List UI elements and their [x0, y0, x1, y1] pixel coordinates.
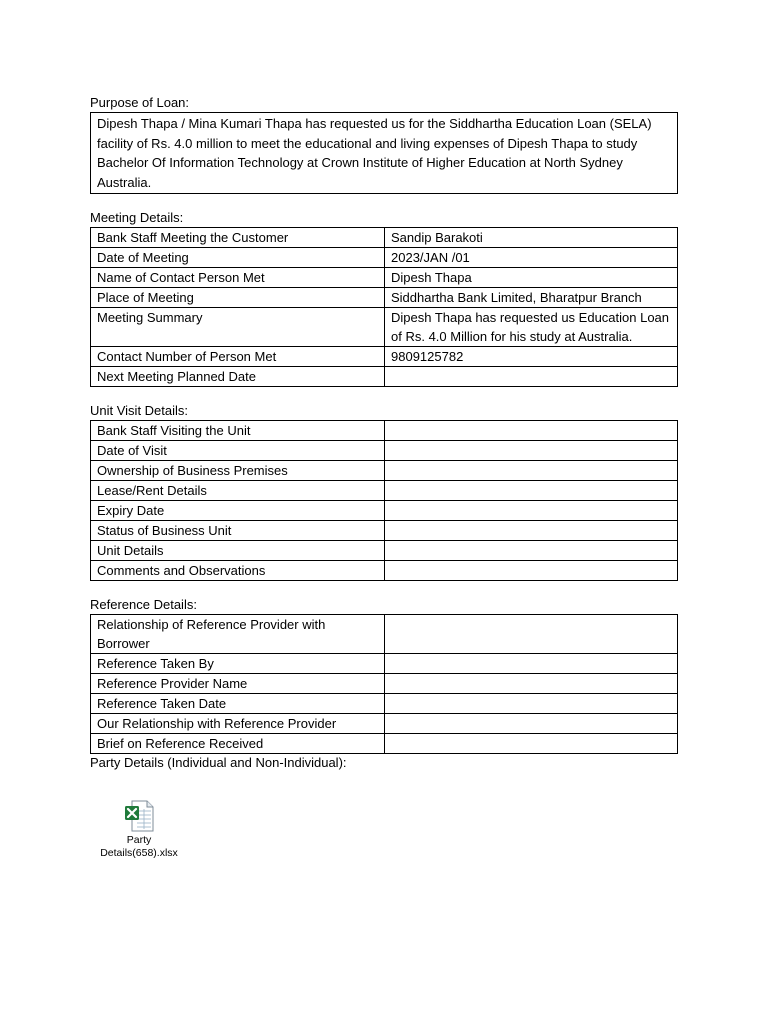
row-value	[385, 501, 678, 521]
document-page	[90, 94, 678, 772]
row-value	[385, 714, 678, 734]
table-row	[91, 421, 678, 441]
excel-file-icon	[123, 800, 155, 832]
table-row	[91, 248, 678, 268]
table-row	[91, 561, 678, 581]
row-value	[385, 734, 678, 754]
row-label: Brief on Reference Received	[91, 734, 385, 754]
row-value	[385, 561, 678, 581]
row-value	[385, 654, 678, 674]
table-row	[91, 654, 678, 674]
reference-details-title: Reference Details:	[90, 597, 197, 612]
table-row	[91, 367, 678, 387]
row-value	[385, 367, 678, 387]
party-details-title: Party Details (Individual and Non-Individual):	[90, 755, 347, 770]
table-row	[91, 521, 678, 541]
row-label: Place of Meeting	[91, 288, 385, 308]
row-label: Comments and Observations	[91, 561, 385, 581]
table-row	[91, 541, 678, 561]
row-value: Dipesh Thapa	[385, 268, 678, 288]
row-value	[385, 674, 678, 694]
row-value: 9809125782	[385, 347, 678, 367]
table-row	[91, 714, 678, 734]
table-row	[91, 228, 678, 248]
unit-visit-title: Unit Visit Details:	[90, 403, 189, 418]
row-label: Meeting Summary	[91, 308, 385, 347]
table-row	[91, 347, 678, 367]
table-row	[91, 441, 678, 461]
row-value	[385, 694, 678, 714]
attachment-name-line2: Details(658).xlsx	[100, 847, 178, 859]
row-label: Expiry Date	[91, 501, 385, 521]
row-label: Status of Business Unit	[91, 521, 385, 541]
table-row	[91, 501, 678, 521]
row-label: Unit Details	[91, 541, 385, 561]
row-label: Reference Provider Name	[91, 674, 385, 694]
party-details-attachment[interactable]	[96, 800, 182, 860]
table-row	[91, 481, 678, 501]
row-label: Relationship of Reference Provider with Borrower	[91, 615, 385, 654]
table-row	[91, 288, 678, 308]
row-value	[385, 441, 678, 461]
row-value: Sandip Barakoti	[385, 228, 678, 248]
attachment-name-line1: Party	[126, 834, 152, 846]
row-value	[385, 615, 678, 654]
purpose-text-box: Dipesh Thapa / Mina Kumari Thapa has requested us for the Siddhartha Education Loan (SELA) facility of Rs. 4.0 million to meet the educational and living expenses of Dipesh Thapa to study Bachelor Of Information Technology at Crown Institute of Higher Education at North Sydney Australia.	[90, 112, 678, 194]
row-label: Next Meeting Planned Date	[91, 367, 385, 387]
row-value	[385, 461, 678, 481]
row-label: Bank Staff Meeting the Customer	[91, 228, 385, 248]
row-value	[385, 521, 678, 541]
row-label: Reference Taken Date	[91, 694, 385, 714]
table-row	[91, 734, 678, 754]
row-value: Siddhartha Bank Limited, Bharatpur Branch	[385, 288, 678, 308]
table-row	[91, 308, 678, 347]
row-value	[385, 541, 678, 561]
row-label: Contact Number of Person Met	[91, 347, 385, 367]
unit-visit-table	[90, 420, 678, 581]
meeting-details-title: Meeting Details:	[90, 210, 184, 225]
table-row	[91, 615, 678, 654]
row-value	[385, 421, 678, 441]
table-row	[91, 268, 678, 288]
table-row	[91, 461, 678, 481]
meeting-details-table	[90, 227, 678, 387]
table-row	[91, 674, 678, 694]
row-label: Date of Visit	[91, 441, 385, 461]
row-label: Date of Meeting	[91, 248, 385, 268]
row-label: Name of Contact Person Met	[91, 268, 385, 288]
purpose-title: Purpose of Loan:	[90, 95, 190, 110]
row-label: Reference Taken By	[91, 654, 385, 674]
row-label: Our Relationship with Reference Provider	[91, 714, 385, 734]
row-value: 2023/JAN /01	[385, 248, 678, 268]
row-label: Lease/Rent Details	[91, 481, 385, 501]
row-label: Ownership of Business Premises	[91, 461, 385, 481]
reference-details-table	[90, 614, 678, 754]
row-value: Dipesh Thapa has requested us Education Loan of Rs. 4.0 Million for his study at Australia.	[385, 308, 678, 347]
row-label: Bank Staff Visiting the Unit	[91, 421, 385, 441]
table-row	[91, 694, 678, 714]
row-value	[385, 481, 678, 501]
